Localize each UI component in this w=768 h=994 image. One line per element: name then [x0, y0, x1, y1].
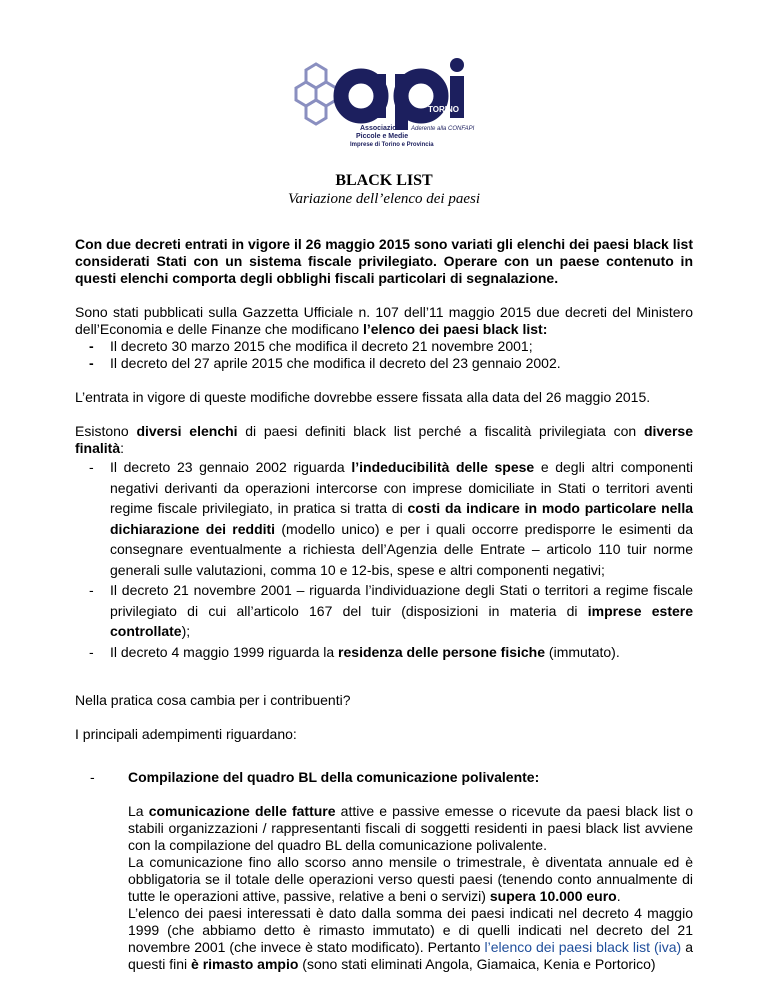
logo-letter-p-stem — [395, 74, 408, 130]
lists-intro-paragraph — [75, 423, 693, 457]
dash-marker: - — [89, 338, 94, 354]
api-torino-logo — [288, 52, 480, 152]
logo-org-line2: Piccole e Medie — [356, 133, 409, 140]
lists-intro-text: Esistono — [75, 423, 137, 439]
decree-list — [75, 338, 693, 372]
list-item — [75, 580, 693, 642]
lists-intro-bold: diverse finalità — [75, 423, 693, 456]
list-item-text: e degli altri componenti negativi derivanti da operazioni intercorse con imprese domiciliate in Stati o territori aventi regime fiscale privilegiato, in pratica si tratta di — [110, 459, 693, 516]
list-item-bold: l’indeducibilità delle spese — [351, 459, 535, 475]
obligations-intro: I principali adempimenti riguardano: — [75, 726, 297, 742]
list-item-text: Il decreto 23 gennaio 2002 riguarda — [110, 459, 352, 475]
list-item-bold: residenza delle persone fisiche — [338, 643, 546, 660]
dash-marker: - — [89, 459, 94, 475]
list-item — [75, 457, 693, 580]
entry-into-force-paragraph: L’entrata in vigore di queste modifiche dovrebbe essere fissata alla data del 26 maggio 2015. — [75, 389, 651, 405]
lists-intro-text: di paesi definiti black list perché a fiscalità privilegiata con — [237, 423, 644, 439]
document-body — [75, 236, 693, 973]
lists-intro-bold: diversi elenchi — [136, 423, 238, 439]
list-item-bold: costi da indicare in modo particolare nella dichiarazione dei redditi — [110, 500, 693, 537]
intro-paragraph — [75, 304, 693, 338]
section-text: a questi fini — [128, 939, 693, 972]
section-text: L’elenco dei paesi interessati è dato dalla somma dei paesi indicati nel decreto 4 maggio 1999 (che abbiamo detto è rimasto immutato) e di quelli indicati nel decreto del 21 novembre 2001 (che invece è stato modificato). Pertanto — [128, 905, 693, 955]
logo-letter-a-stem — [374, 74, 386, 118]
list-item-text: Il decreto 30 marzo 2015 che modifica il decreto 21 novembre 2001; — [110, 338, 533, 354]
lead-paragraph: Con due decreti entrati in vigore il 26 maggio 2015 sono variati gli elenchi dei paesi black list considerati Stati con un sistema fiscale privilegiato. Operare con un paese contenuto in questi elenchi comporta degli obblighi fiscali particolari di segnalazione. — [75, 236, 693, 286]
list-item-bold: imprese estere controllate — [110, 602, 694, 639]
section-text: La — [128, 803, 149, 819]
section-text: . — [616, 888, 621, 904]
question-paragraph: Nella pratica cosa cambia per i contribuenti? — [75, 692, 351, 708]
api-logo-graphic — [288, 52, 480, 152]
dash-marker: - — [89, 582, 94, 598]
decree-purpose-list — [75, 457, 693, 662]
intro-text: Sono stati pubblicati sulla Gazzetta Ufficiale n. 107 dell’11 maggio 2015 due decreti del Ministero dell’Economia e delle Finanze che modificano — [75, 304, 693, 337]
dash-marker: - — [89, 355, 94, 371]
list-item — [75, 355, 693, 372]
section-text: (sono stati eliminati Angola, Giamaica, Kenia e Portorico) — [298, 956, 656, 972]
list-item-text: Il decreto 4 maggio 1999 riguarda la — [110, 643, 339, 660]
section-para-3 — [128, 905, 693, 973]
intro-bold: l’elenco dei paesi black list: — [362, 321, 548, 337]
section-bold: è rimasto ampio — [191, 956, 299, 972]
section-text: attive e passive emesse o ricevute da paesi black list o stabili organizzazioni / rappresentanti fiscali di soggetti residenti in paesi black list avviene con la compilazione del quadro BL della comunicazione polivalente. — [128, 803, 694, 853]
quadro-bl-section — [75, 769, 693, 973]
logo-affiliation: Aderente alla CONFAPI — [411, 126, 475, 132]
document-subtitle: Variazione dell’elenco dei paesi — [287, 191, 481, 207]
list-item — [75, 642, 693, 663]
black-list-link[interactable]: l’elenco dei paesi black list (iva) — [484, 939, 682, 955]
list-item-text: (immutato). — [545, 643, 620, 660]
section-para-1 — [128, 803, 693, 854]
section-title: Compilazione del quadro BL della comunicazione polivalente: — [128, 769, 540, 785]
section-bold: supera 10.000 euro — [489, 888, 617, 904]
logo-city: TORINO — [428, 105, 459, 114]
list-item-text: (modello unico) e per i quali occorre predisporre le esimenti da consegnare eventualmente a richiesta dell’Agenzia delle Entrate – articolo 110 tuir norme generali sulle valutazioni, comma 10 e 12-bis, spese e altri componenti negativi; — [110, 520, 693, 578]
hexagon-mark-icon — [296, 64, 336, 124]
logo-org-line3: Imprese di Torino e Provincia — [350, 142, 434, 148]
section-text: La comunicazione fino allo scorso anno mensile o trimestrale, è diventata annuale ed è obbligatoria se il totale delle operazioni verso questi paesi (tenendo conto annualmente di tutte le operazioni attive, passive, relative a beni o servizi) — [128, 854, 693, 904]
section-bold: comunicazione delle fatture — [148, 803, 336, 819]
section-para-2 — [128, 854, 693, 905]
dash-marker: - — [90, 769, 95, 785]
list-item — [75, 338, 693, 355]
document-title: BLACK LIST — [335, 172, 433, 189]
dash-marker: - — [89, 643, 94, 660]
list-item-text: Il decreto 21 novembre 2001 – riguarda l’individuazione degli Stati o territori a regime fiscale privilegiato di cui all’articolo 167 del tuir (disposizioni in materia di — [110, 582, 693, 619]
logo-letter-i-dot — [450, 58, 464, 72]
logo-org-line1: Associazione — [360, 125, 405, 132]
list-item-text: Il decreto del 27 aprile 2015 che modifica il decreto del 23 gennaio 2002. — [110, 355, 561, 371]
lists-intro-text: : — [120, 440, 125, 456]
list-item-text: ); — [181, 623, 191, 639]
